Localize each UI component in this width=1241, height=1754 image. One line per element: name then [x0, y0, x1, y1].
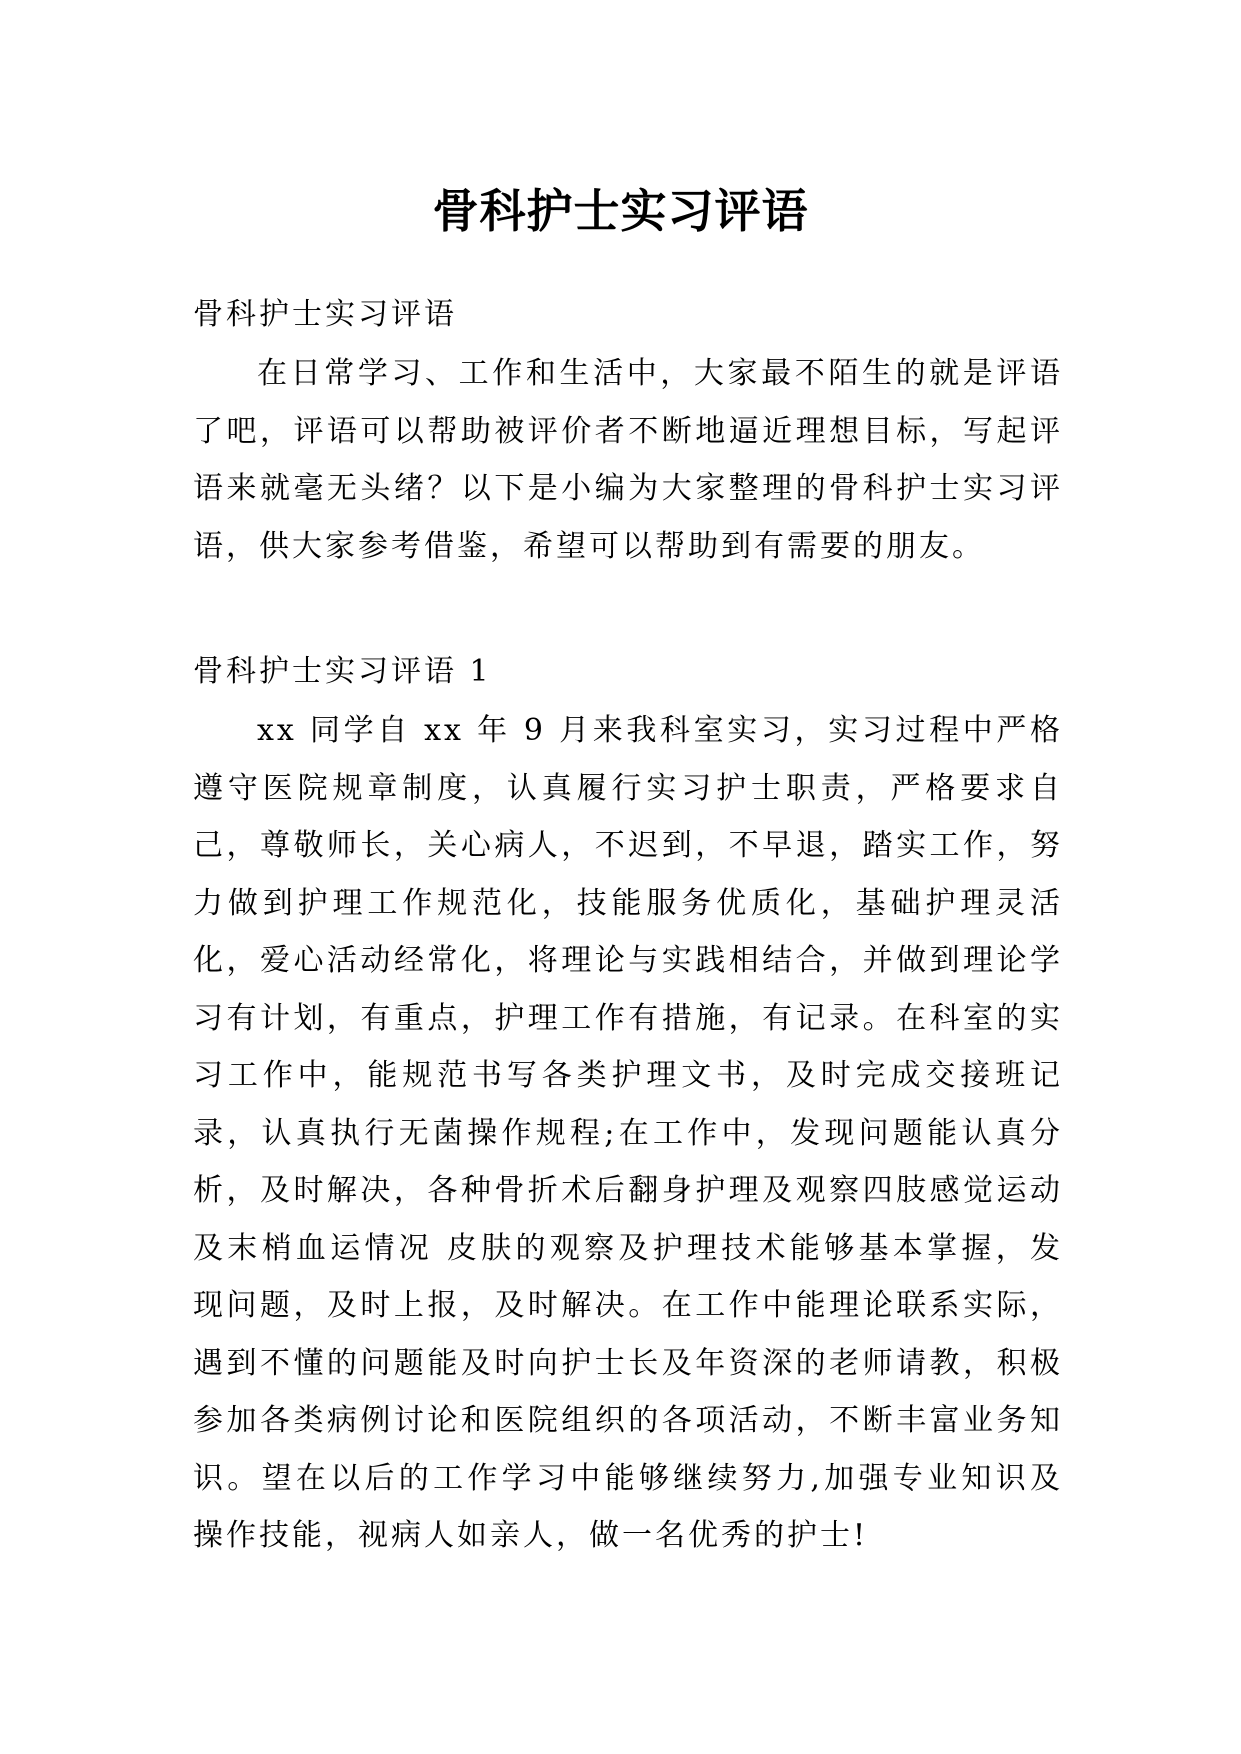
intro-heading: 骨科护士实习评语 — [193, 297, 457, 332]
intro-paragraph: 在日常学习、工作和生活中，大家最不陌生的就是评语了吧，评语可以帮助被评价者不断地逼近理想目标，写起评语来就毫无头绪？以下是小编为大家整理的骨科护士实习评语，供大家参考借鉴，希望可以帮助到有需要的朋友。 — [193, 356, 1063, 564]
document-title: 骨科护士实习评语 — [432, 183, 809, 238]
section-heading: 骨科护士实习评语 1 — [193, 654, 492, 689]
section-paragraph: xx 同学自 xx 年 9 月来我科室实习，实习过程中严格遵守医院规章制度，认真履行实习护士职责，严格要求自己，尊敬师长，关心病人，不迟到，不早退，踏实工作，努力做到护理工作规范化，技能服务优质化，基础护理灵活化，爱心活动经常化，将理论与实践相结合，并做到理论学习有计划，有重点，护理工作有措施，有记录。在科室的实习工作中，能规范书写各类护理文书，及时完成交接班记录，认真执行无菌操作规程;在工作中，发现问题能认真分析，及时解决，各种骨折术后翻身护理及观察四肢感觉运动及末梢血运情况 皮肤的观察及护理技术能够基本掌握，发现问题，及时上报，及时解决。在工作中能理论联系实际，遇到不懂的问题能及时向护士长及年资深的老师请教，积极参加各类病例讨论和医院组织的各项活动，不断丰富业务知识。望在以后的工作学习中能够继续努力,加强专业知识及操作技能，视病人如亲人，做一名优秀的护士! — [193, 713, 1063, 1553]
